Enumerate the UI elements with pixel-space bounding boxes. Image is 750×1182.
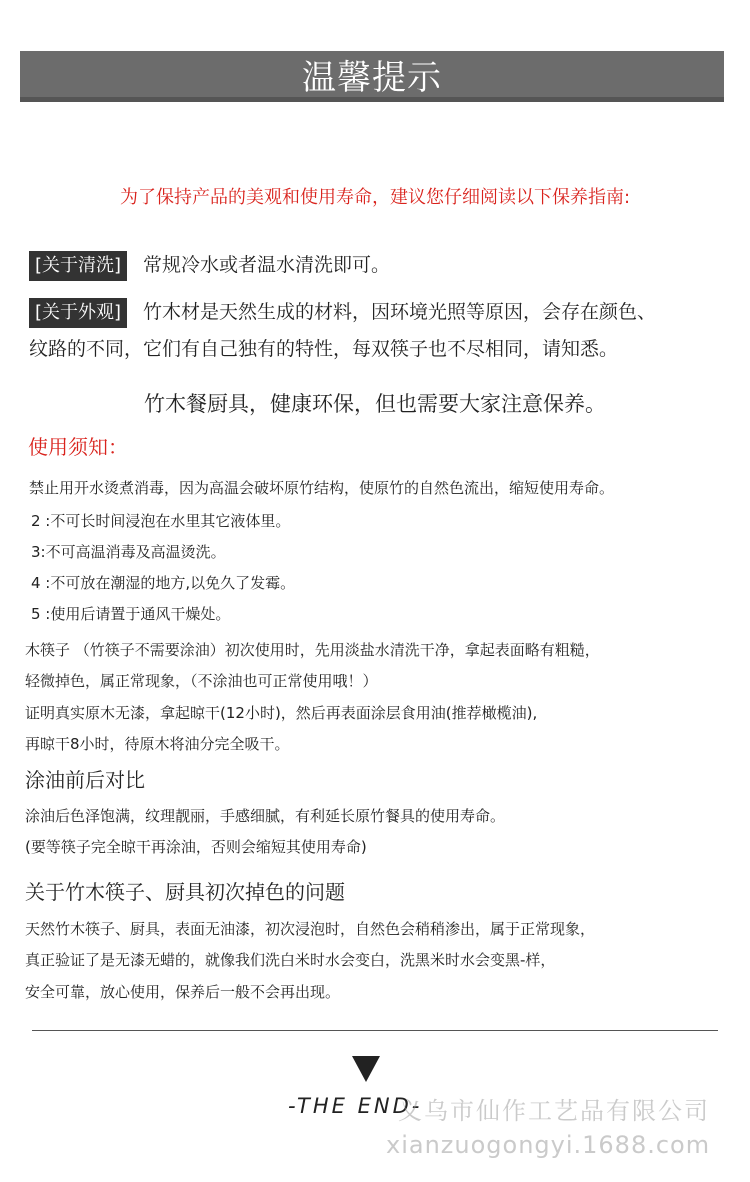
fade-section-line: 真正验证了是无漆无蜡的，就像我们洗白米时水会变白，洗黑米时水会变黑-样， xyxy=(25,951,556,969)
notice-item: 禁止用开水烫煮消毒，因为高温会破坏原竹结构，使原竹的自然色流出，缩短使用寿命。 xyxy=(29,479,615,497)
chopsticks-line: 木筷子 （竹筷子不需要涂油）初次使用时，先用淡盐水清洗干净，拿起表面略有粗糙， xyxy=(25,641,600,659)
oil-section-line: 涂油后色泽饱满，纹理靓丽，手感细腻，有利延长原竹餐具的使用寿命。 xyxy=(25,807,506,825)
care-row-appearance xyxy=(29,293,730,331)
care-tag-appearance: [关于外观] xyxy=(29,298,127,328)
chopsticks-line: 证明真实原木无漆，拿起晾干(12小时)，然后再表面涂层食用油(推荐橄榄油), xyxy=(25,704,538,722)
title-banner xyxy=(20,51,724,102)
fade-section-title: 关于竹木筷子、厨具初次掉色的问题 xyxy=(25,880,345,904)
divider-line xyxy=(32,1030,718,1031)
care-tag-cleaning: [关于清洗] xyxy=(29,251,127,281)
fade-section-line: 安全可靠，放心使用，保养后一般不会再出现。 xyxy=(25,983,341,1001)
chopsticks-line: 轻微掉色，属正常现象，（不涂油也可正常使用哦！） xyxy=(25,672,378,690)
watermark-url: xianzuogongyi.1688.com xyxy=(386,1131,711,1159)
notice-item: 3:不可高温消毒及高温烫洗。 xyxy=(31,543,226,561)
intro-text: 为了保持产品的美观和使用寿命，建议您仔细阅读以下保养指南: xyxy=(119,187,631,208)
chopsticks-line: 再晾干8小时，待原木将油分完全吸干。 xyxy=(25,735,290,753)
notice-item: 5 :使用后请置于通风干燥处。 xyxy=(31,605,231,623)
care-text-appearance: 竹木材是天然生成的材料，因环境光照等原因，会存在颜色、 xyxy=(143,301,657,323)
care-row-appearance-cont xyxy=(29,330,730,368)
fade-section-line: 天然竹木筷子、厨具，表面无油漆，初次浸泡时，自然色会稍稍渗出，属于正常现象， xyxy=(25,920,596,938)
banner-title: 温馨提示 xyxy=(302,57,442,98)
notice-item: 2 :不可长时间浸泡在水里其它液体里。 xyxy=(31,512,291,530)
notice-item: 4 :不可放在潮湿的地方,以免久了发霉。 xyxy=(31,574,296,592)
care-text-appearance-line2: 纹路的不同，它们有自己独有的特性，每双筷子也不尽相同，请知悉。 xyxy=(29,338,619,360)
oil-section-title: 涂油前后对比 xyxy=(25,768,145,792)
oil-section-line: (要等筷子完全晾干再涂油，否则会缩短其使用寿命) xyxy=(25,838,367,856)
watermark-company: 义乌市仙作工艺品有限公司 xyxy=(398,1097,710,1125)
down-triangle-icon xyxy=(352,1056,380,1082)
slogan: 竹木餐厨具，健康环保，但也需要大家注意保养。 xyxy=(144,392,606,416)
care-row-cleaning xyxy=(29,246,730,284)
end-text: -THE END- xyxy=(288,1094,423,1118)
care-text-cleaning: 常规冷水或者温水清洗即可。 xyxy=(143,254,391,276)
notice-title: 使用须知： xyxy=(28,435,128,459)
